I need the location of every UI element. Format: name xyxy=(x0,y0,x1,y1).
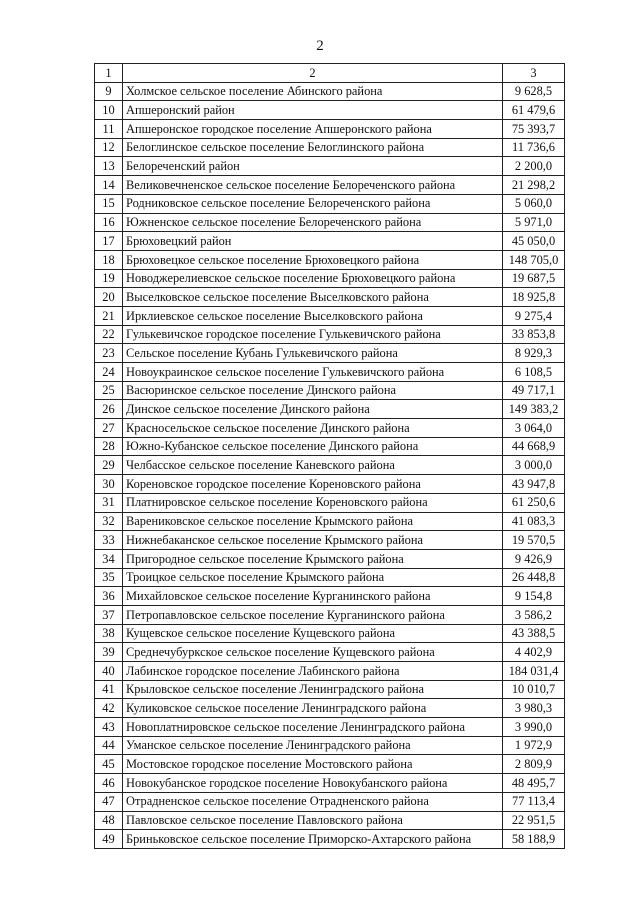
row-number: 44 xyxy=(95,736,123,755)
row-number: 42 xyxy=(95,699,123,718)
municipality-name: Южно-Кубанское сельское поселение Динского района xyxy=(123,437,503,456)
row-number: 19 xyxy=(95,269,123,288)
table-row xyxy=(95,512,565,531)
amount-value: 3 990,0 xyxy=(503,718,565,737)
amount-value: 9 275,4 xyxy=(503,306,565,325)
row-number: 41 xyxy=(95,680,123,699)
row-number: 40 xyxy=(95,662,123,681)
row-number: 9 xyxy=(95,82,123,101)
municipality-name: Выселковское сельское поселение Выселковского района xyxy=(123,288,503,307)
municipality-name: Южненское сельское поселение Белореченского района xyxy=(123,213,503,232)
table-row xyxy=(95,157,565,176)
row-number: 18 xyxy=(95,250,123,269)
table-row xyxy=(95,811,565,830)
municipality-name: Новокубанское городское поселение Новокубанского района xyxy=(123,774,503,793)
amount-value: 1 972,9 xyxy=(503,736,565,755)
municipality-name: Кореновское городское поселение Кореновского района xyxy=(123,475,503,494)
table-row xyxy=(95,363,565,382)
amount-value: 22 951,5 xyxy=(503,811,565,830)
amount-value: 5 971,0 xyxy=(503,213,565,232)
amount-value: 184 031,4 xyxy=(503,662,565,681)
municipality-name: Великовечненское сельское поселение Белореченского района xyxy=(123,176,503,195)
row-number: 49 xyxy=(95,830,123,849)
municipality-name: Куликовское сельское поселение Ленинградского района xyxy=(123,699,503,718)
amount-value: 45 050,0 xyxy=(503,232,565,251)
column-header-1: 1 xyxy=(95,64,123,83)
amount-value: 44 668,9 xyxy=(503,437,565,456)
municipality-name: Новоплатнировское сельское поселение Ленинградского района xyxy=(123,718,503,737)
municipality-name: Красносельское сельское поселение Динского района xyxy=(123,419,503,438)
column-header-3: 3 xyxy=(503,64,565,83)
table-row xyxy=(95,101,565,120)
table-row xyxy=(95,306,565,325)
row-number: 30 xyxy=(95,475,123,494)
amount-value: 43 947,8 xyxy=(503,475,565,494)
table-row xyxy=(95,381,565,400)
amount-value: 4 402,9 xyxy=(503,643,565,662)
amount-value: 43 388,5 xyxy=(503,624,565,643)
row-number: 16 xyxy=(95,213,123,232)
table-row xyxy=(95,288,565,307)
municipality-name: Кущевское сельское поселение Кущевского района xyxy=(123,624,503,643)
row-number: 37 xyxy=(95,605,123,624)
municipality-name: Белореченский район xyxy=(123,157,503,176)
municipality-name: Апшеронское городское поселение Апшеронского района xyxy=(123,120,503,139)
row-number: 22 xyxy=(95,325,123,344)
table-row xyxy=(95,662,565,681)
amount-value: 9 628,5 xyxy=(503,82,565,101)
table-row xyxy=(95,120,565,139)
table-row xyxy=(95,493,565,512)
municipality-name: Крыловское сельское поселение Ленинградского района xyxy=(123,680,503,699)
amount-value: 11 736,6 xyxy=(503,138,565,157)
amount-value: 19 570,5 xyxy=(503,531,565,550)
row-number: 48 xyxy=(95,811,123,830)
amount-value: 9 426,9 xyxy=(503,549,565,568)
municipality-name: Уманское сельское поселение Ленинградского района xyxy=(123,736,503,755)
municipality-name: Новоукраинское сельское поселение Гулькевичского района xyxy=(123,363,503,382)
page-number: 2 xyxy=(316,38,324,54)
table-row xyxy=(95,624,565,643)
row-number: 15 xyxy=(95,194,123,213)
municipality-name: Троицкое сельское поселение Крымского района xyxy=(123,568,503,587)
row-number: 46 xyxy=(95,774,123,793)
municipality-name: Среднечубуркское сельское поселение Кущевского района xyxy=(123,643,503,662)
table-row xyxy=(95,194,565,213)
municipality-name: Сельское поселение Кубань Гулькевичского района xyxy=(123,344,503,363)
table-row xyxy=(95,830,565,849)
amount-value: 6 108,5 xyxy=(503,363,565,382)
amount-value: 9 154,8 xyxy=(503,587,565,606)
amount-value: 3 000,0 xyxy=(503,456,565,475)
table-row xyxy=(95,605,565,624)
amount-value: 41 083,3 xyxy=(503,512,565,531)
table-row xyxy=(95,531,565,550)
row-number: 38 xyxy=(95,624,123,643)
amount-value: 2 809,9 xyxy=(503,755,565,774)
amount-value: 58 188,9 xyxy=(503,830,565,849)
row-number: 17 xyxy=(95,232,123,251)
amount-value: 3 064,0 xyxy=(503,419,565,438)
row-number: 26 xyxy=(95,400,123,419)
municipality-name: Апшеронский район xyxy=(123,101,503,120)
amount-value: 5 060,0 xyxy=(503,194,565,213)
row-number: 43 xyxy=(95,718,123,737)
table-row xyxy=(95,437,565,456)
row-number: 29 xyxy=(95,456,123,475)
row-number: 23 xyxy=(95,344,123,363)
amount-value: 49 717,1 xyxy=(503,381,565,400)
row-number: 33 xyxy=(95,531,123,550)
table-row xyxy=(95,643,565,662)
amount-value: 21 298,2 xyxy=(503,176,565,195)
amount-value: 10 010,7 xyxy=(503,680,565,699)
municipality-name: Петропавловское сельское поселение Курганинского района xyxy=(123,605,503,624)
municipality-name: Брюховецкий район xyxy=(123,232,503,251)
row-number: 34 xyxy=(95,549,123,568)
row-number: 47 xyxy=(95,792,123,811)
municipality-name: Динское сельское поселение Динского района xyxy=(123,400,503,419)
table-row xyxy=(95,138,565,157)
column-number-row xyxy=(95,64,565,83)
column-header-2: 2 xyxy=(123,64,503,83)
row-number: 11 xyxy=(95,120,123,139)
municipality-name: Лабинское городское поселение Лабинского района xyxy=(123,662,503,681)
municipality-name: Мостовское городское поселение Мостовского района xyxy=(123,755,503,774)
row-number: 14 xyxy=(95,176,123,195)
municipality-name: Ирклиевское сельское поселение Выселковского района xyxy=(123,306,503,325)
municipality-name: Васюринское сельское поселение Динского района xyxy=(123,381,503,400)
table-row xyxy=(95,568,565,587)
municipality-name: Челбасское сельское поселение Каневского района xyxy=(123,456,503,475)
amount-value: 75 393,7 xyxy=(503,120,565,139)
municipality-name: Пригородное сельское поселение Крымского района xyxy=(123,549,503,568)
amount-value: 26 448,8 xyxy=(503,568,565,587)
amount-value: 61 479,6 xyxy=(503,101,565,120)
table-row xyxy=(95,774,565,793)
table-row xyxy=(95,325,565,344)
table-row xyxy=(95,680,565,699)
table-row xyxy=(95,344,565,363)
municipality-name: Варениковское сельское поселение Крымского района xyxy=(123,512,503,531)
table-row xyxy=(95,400,565,419)
table-row xyxy=(95,755,565,774)
amount-value: 48 495,7 xyxy=(503,774,565,793)
amount-value: 18 925,8 xyxy=(503,288,565,307)
amount-value: 33 853,8 xyxy=(503,325,565,344)
row-number: 13 xyxy=(95,157,123,176)
table-row xyxy=(95,213,565,232)
amount-value: 3 980,3 xyxy=(503,699,565,718)
table-row xyxy=(95,475,565,494)
table-row xyxy=(95,549,565,568)
row-number: 25 xyxy=(95,381,123,400)
municipality-name: Нижнебаканское сельское поселение Крымского района xyxy=(123,531,503,550)
municipality-name: Гулькевичское городское поселение Гулькевичского района xyxy=(123,325,503,344)
amount-value: 77 113,4 xyxy=(503,792,565,811)
row-number: 39 xyxy=(95,643,123,662)
row-number: 36 xyxy=(95,587,123,606)
municipality-name: Платнировское сельское поселение Кореновского района xyxy=(123,493,503,512)
table-row xyxy=(95,232,565,251)
table-row xyxy=(95,269,565,288)
table-row xyxy=(95,587,565,606)
amount-value: 148 705,0 xyxy=(503,250,565,269)
table-row xyxy=(95,82,565,101)
table-row xyxy=(95,250,565,269)
row-number: 28 xyxy=(95,437,123,456)
row-number: 31 xyxy=(95,493,123,512)
table-row xyxy=(95,718,565,737)
municipality-name: Михайловское сельское поселение Курганинского района xyxy=(123,587,503,606)
table-body xyxy=(95,64,565,849)
municipality-name: Отрадненское сельское поселение Отрадненского района xyxy=(123,792,503,811)
row-number: 12 xyxy=(95,138,123,157)
municipality-name: Новоджерелиевское сельское поселение Брюховецкого района xyxy=(123,269,503,288)
row-number: 21 xyxy=(95,306,123,325)
row-number: 10 xyxy=(95,101,123,120)
row-number: 27 xyxy=(95,419,123,438)
municipality-name: Белоглинское сельское поселение Белоглинского района xyxy=(123,138,503,157)
row-number: 24 xyxy=(95,363,123,382)
row-number: 20 xyxy=(95,288,123,307)
allocation-table xyxy=(94,63,565,849)
row-number: 35 xyxy=(95,568,123,587)
amount-value: 149 383,2 xyxy=(503,400,565,419)
amount-value: 2 200,0 xyxy=(503,157,565,176)
municipality-name: Павловское сельское поселение Павловского района xyxy=(123,811,503,830)
table-row xyxy=(95,419,565,438)
amount-value: 19 687,5 xyxy=(503,269,565,288)
table-row xyxy=(95,699,565,718)
amount-value: 3 586,2 xyxy=(503,605,565,624)
municipality-name: Бриньковское сельское поселение Приморско-Ахтарского района xyxy=(123,830,503,849)
amount-value: 8 929,3 xyxy=(503,344,565,363)
municipality-name: Родниковское сельское поселение Белореченского района xyxy=(123,194,503,213)
row-number: 32 xyxy=(95,512,123,531)
table-row xyxy=(95,456,565,475)
municipality-name: Холмское сельское поселение Абинского района xyxy=(123,82,503,101)
amount-value: 61 250,6 xyxy=(503,493,565,512)
row-number: 45 xyxy=(95,755,123,774)
table-row xyxy=(95,792,565,811)
table-row xyxy=(95,736,565,755)
table-row xyxy=(95,176,565,195)
municipality-name: Брюховецкое сельское поселение Брюховецкого района xyxy=(123,250,503,269)
